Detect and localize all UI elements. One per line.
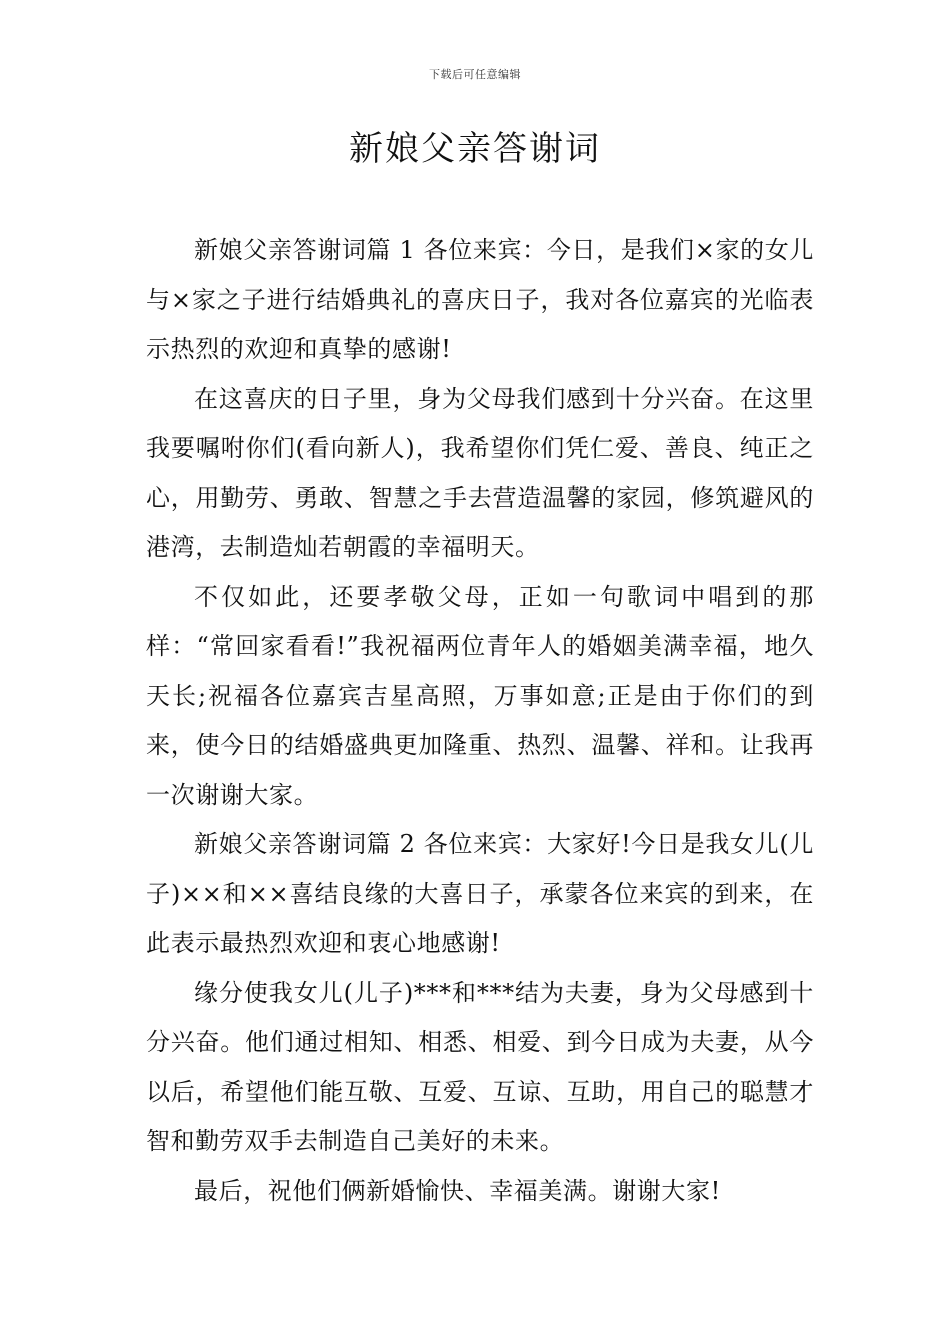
document-title: 新娘父亲答谢词 [349,129,601,169]
paragraph-4: 新娘父亲答谢词篇 2 各位来宾：大家好!今日是我女儿(儿子)××和××喜结良缘的大喜日子，承蒙各位来宾的到来，在此表示最热烈欢迎和衷心地感谢! [146,830,814,957]
header-note: 下载后可任意编辑 [429,68,521,81]
paragraph-2: 在这喜庆的日子里，身为父母我们感到十分兴奋。在这里我要嘱咐你们(看向新人)，我希望你们凭仁爱、善良、纯正之心，用勤劳、勇敢、智慧之手去营造温馨的家园，修筑避风的港湾，去制造灿若朝霞的幸福明天。 [146,384,814,561]
document-body [146,226,814,1216]
paragraph-3: 不仅如此，还要孝敬父母，正如一句歌词中唱到的那样：“常回家看看!”我祝福两位青年人的婚姻美满幸福，地久天长;祝福各位嘉宾吉星高照，万事如意;正是由于你们的到来，使今日的结婚盛典更加隆重、热烈、温馨、祥和。让我再一次谢谢大家。 [146,582,814,809]
paragraph-1: 新娘父亲答谢词篇 1 各位来宾：今日，是我们×家的女儿与×家之子进行结婚典礼的喜庆日子，我对各位嘉宾的光临表示热烈的欢迎和真挚的感谢! [146,236,814,363]
paragraph-6: 最后，祝他们俩新婚愉快、幸福美满。谢谢大家! [194,1176,721,1205]
paragraph-5: 缘分使我女儿(儿子)***和***结为夫妻，身为父母感到十分兴奋。他们通过相知、相悉、相爱、到今日成为夫妻，从今以后，希望他们能互敬、互爱、互谅、互助，用自己的聪慧才智和勤劳双手去制造自己美好的未来。 [146,978,814,1155]
